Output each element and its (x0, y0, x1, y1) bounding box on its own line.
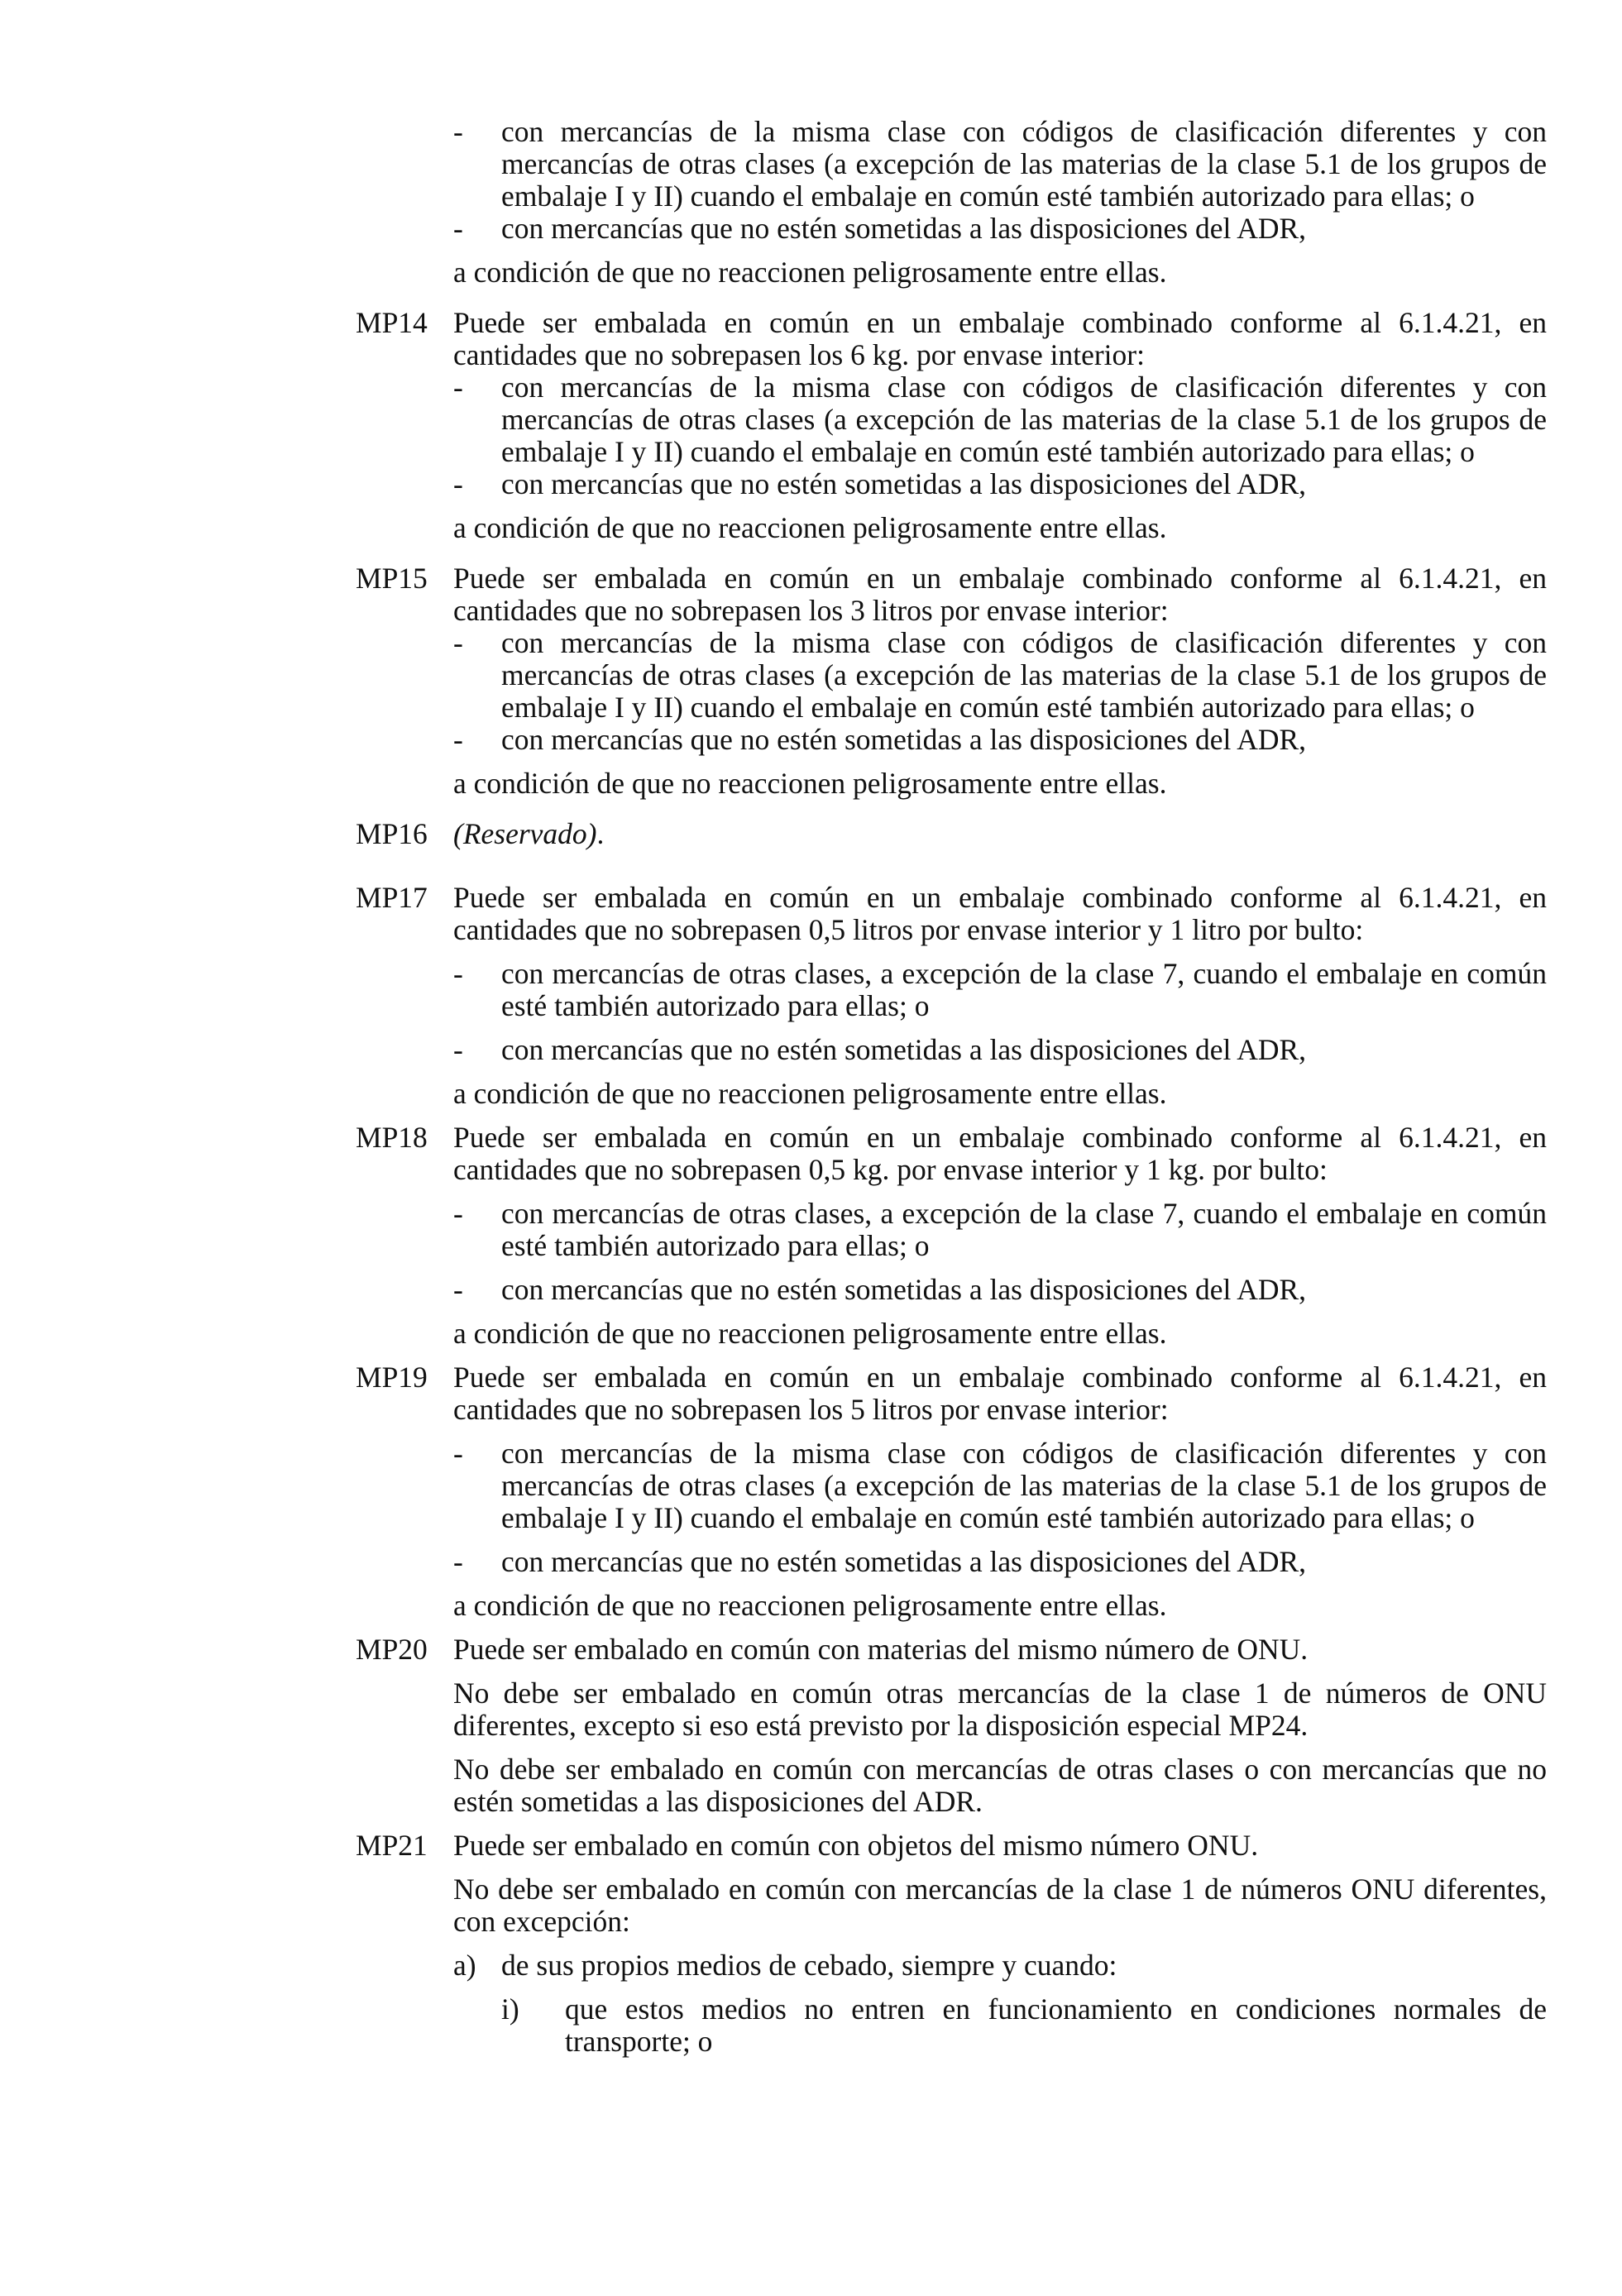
item-label: a) (453, 1949, 476, 1982)
lettered-item (453, 1949, 1547, 1982)
list-item-text: con mercancías que no estén sometidas a las disposiciones del ADR, (501, 212, 1307, 245)
dash-marker: - (453, 626, 463, 659)
entry-code: MP21 (356, 1829, 428, 1862)
entry-mp16 (356, 818, 1547, 850)
item-text: que estos medios no entren en funcionamiento en condiciones normales de transporte; o (565, 1992, 1547, 2058)
bullet-list (453, 1437, 1547, 1578)
dash-marker: - (453, 1033, 463, 1066)
entry-paragraph: No debe ser embalado en común otras mercancías de la clase 1 de números de ONU diferentes, excepto si eso está previsto por la disposición especial MP24. (453, 1677, 1547, 1742)
condition-text: a condición de que no reaccionen peligrosamente entre ellas. (453, 1077, 1167, 1110)
document-content (356, 116, 1547, 2058)
dash-marker: - (453, 1197, 463, 1230)
entry-mp14 (356, 307, 1547, 544)
dash-marker: - (453, 212, 463, 245)
entry-intro: Puede ser embalada en común en un embalaje combinado conforme al 6.1.4.21, en cantidades que no sobrepasen 0,5 litros por envase interior y 1 litro por bulto: (453, 881, 1547, 946)
entry-intro: Puede ser embalada en común en un embalaje combinado conforme al 6.1.4.21, en cantidades que no sobrepasen los 5 litros por envase interior: (453, 1361, 1547, 1426)
entry-mp21 (356, 1830, 1547, 2058)
condition-text: a condición de que no reaccionen peligrosamente entre ellas. (453, 1317, 1167, 1350)
dash-marker: - (453, 957, 463, 990)
dash-marker: - (453, 1545, 463, 1578)
dash-marker: - (453, 371, 463, 404)
bullet-list (453, 371, 1547, 500)
list-item-text: con mercancías de la misma clase con códigos de clasificación diferentes y con mercancías de otras clases (a excepción de las materias de la clase 5.1 de los grupos de embalaje I y II) cuando el embalaje en común esté también autorizado para ellas; o (501, 1437, 1547, 1534)
entry-paragraph: Puede ser embalado en común con materias del mismo número de ONU. (453, 1633, 1309, 1666)
list-item (453, 371, 1547, 468)
bullet-list (453, 627, 1547, 756)
entry-mp17 (356, 882, 1547, 1110)
list-item (453, 724, 1547, 756)
item-label: i) (501, 1992, 519, 2026)
list-item (453, 1274, 1547, 1306)
entry-code: MP16 (356, 817, 428, 850)
dash-marker: - (453, 1273, 463, 1306)
entry-code: MP20 (356, 1633, 428, 1666)
bullet-list (453, 1198, 1547, 1306)
list-item-text: con mercancías que no estén sometidas a las disposiciones del ADR, (501, 723, 1307, 756)
entry-intro: Puede ser embalada en común en un embalaje combinado conforme al 6.1.4.21, en cantidades que no sobrepasen los 3 litros por envase interior: (453, 562, 1547, 627)
entry-intro: Puede ser embalada en común en un embalaje combinado conforme al 6.1.4.21, en cantidades que no sobrepasen los 6 kg. por envase interior: (453, 306, 1547, 371)
entry-paragraph: No debe ser embalado en común con mercancías de la clase 1 de números ONU diferentes, con excepción: (453, 1873, 1547, 1938)
entry-intro: Puede ser embalada en común en un embalaje combinado conforme al 6.1.4.21, en cantidades que no sobrepasen 0,5 kg. por envase interior y 1 kg. por bulto: (453, 1121, 1547, 1186)
item-text: de sus propios medios de cebado, siempre y cuando: (501, 1949, 1117, 1982)
list-item (453, 1546, 1547, 1578)
list-item (453, 213, 1547, 245)
entry-code: MP15 (356, 562, 428, 595)
dash-marker: - (453, 115, 463, 148)
entry-text (453, 818, 1547, 850)
list-item-text: con mercancías de otras clases, a excepción de la clase 7, cuando el embalaje en común esté también autorizado para ellas; o (501, 957, 1547, 1022)
entry-mp20 (356, 1634, 1547, 1818)
condition-text: a condición de que no reaccionen peligrosamente entre ellas. (453, 256, 1167, 289)
list-item (453, 1198, 1547, 1262)
entry-code: MP19 (356, 1361, 428, 1394)
condition-text: a condición de que no reaccionen peligrosamente entre ellas. (453, 511, 1167, 544)
entry-paragraph: No debe ser embalado en común con mercancías de otras clases o con mercancías que no estén sometidas a las disposiciones del ADR. (453, 1753, 1547, 1818)
bullet-list (453, 958, 1547, 1066)
list-item (453, 468, 1547, 500)
roman-item (453, 1993, 1547, 2058)
list-item-text: con mercancías que no estén sometidas a las disposiciones del ADR, (501, 1033, 1307, 1066)
dash-marker: - (453, 723, 463, 756)
entry-mp18 (356, 1122, 1547, 1350)
list-item-text: con mercancías que no estén sometidas a las disposiciones del ADR, (501, 1273, 1307, 1306)
list-item (453, 1437, 1547, 1534)
list-item-text: con mercancías de otras clases, a excepción de la clase 7, cuando el embalaje en común esté también autorizado para ellas; o (501, 1197, 1547, 1262)
list-item-text: con mercancías que no estén sometidas a las disposiciones del ADR, (501, 467, 1307, 500)
list-item-text: con mercancías de la misma clase con códigos de clasificación diferentes y con mercancías de otras clases (a excepción de las materias de la clase 5.1 de los grupos de embalaje I y II) cuando el embalaje en común esté también autorizado para ellas; o (501, 115, 1547, 213)
continued-entry (356, 116, 1547, 289)
reserved-label: (Reservado) (453, 817, 597, 850)
dash-marker: - (453, 1437, 463, 1470)
list-item (453, 958, 1547, 1022)
dash-marker: - (453, 467, 463, 500)
list-item (453, 1034, 1547, 1066)
condition-text: a condición de que no reaccionen peligrosamente entre ellas. (453, 767, 1167, 800)
condition-text: a condición de que no reaccionen peligrosamente entre ellas. (453, 1589, 1167, 1622)
period: . (596, 817, 605, 850)
bullet-list (453, 116, 1547, 245)
entry-code: MP18 (356, 1121, 428, 1154)
entry-code: MP17 (356, 881, 428, 914)
entry-mp19 (356, 1361, 1547, 1622)
entry-paragraph: Puede ser embalado en común con objetos del mismo número ONU. (453, 1829, 1259, 1862)
list-item (453, 627, 1547, 724)
entry-mp15 (356, 562, 1547, 800)
list-item-text: con mercancías que no estén sometidas a las disposiciones del ADR, (501, 1545, 1307, 1578)
list-item-text: con mercancías de la misma clase con códigos de clasificación diferentes y con mercancías de otras clases (a excepción de las materias de la clase 5.1 de los grupos de embalaje I y II) cuando el embalaje en común esté también autorizado para ellas; o (501, 626, 1547, 724)
entry-code: MP14 (356, 306, 428, 339)
list-item-text: con mercancías de la misma clase con códigos de clasificación diferentes y con mercancías de otras clases (a excepción de las materias de la clase 5.1 de los grupos de embalaje I y II) cuando el embalaje en común esté también autorizado para ellas; o (501, 371, 1547, 468)
list-item (453, 116, 1547, 213)
